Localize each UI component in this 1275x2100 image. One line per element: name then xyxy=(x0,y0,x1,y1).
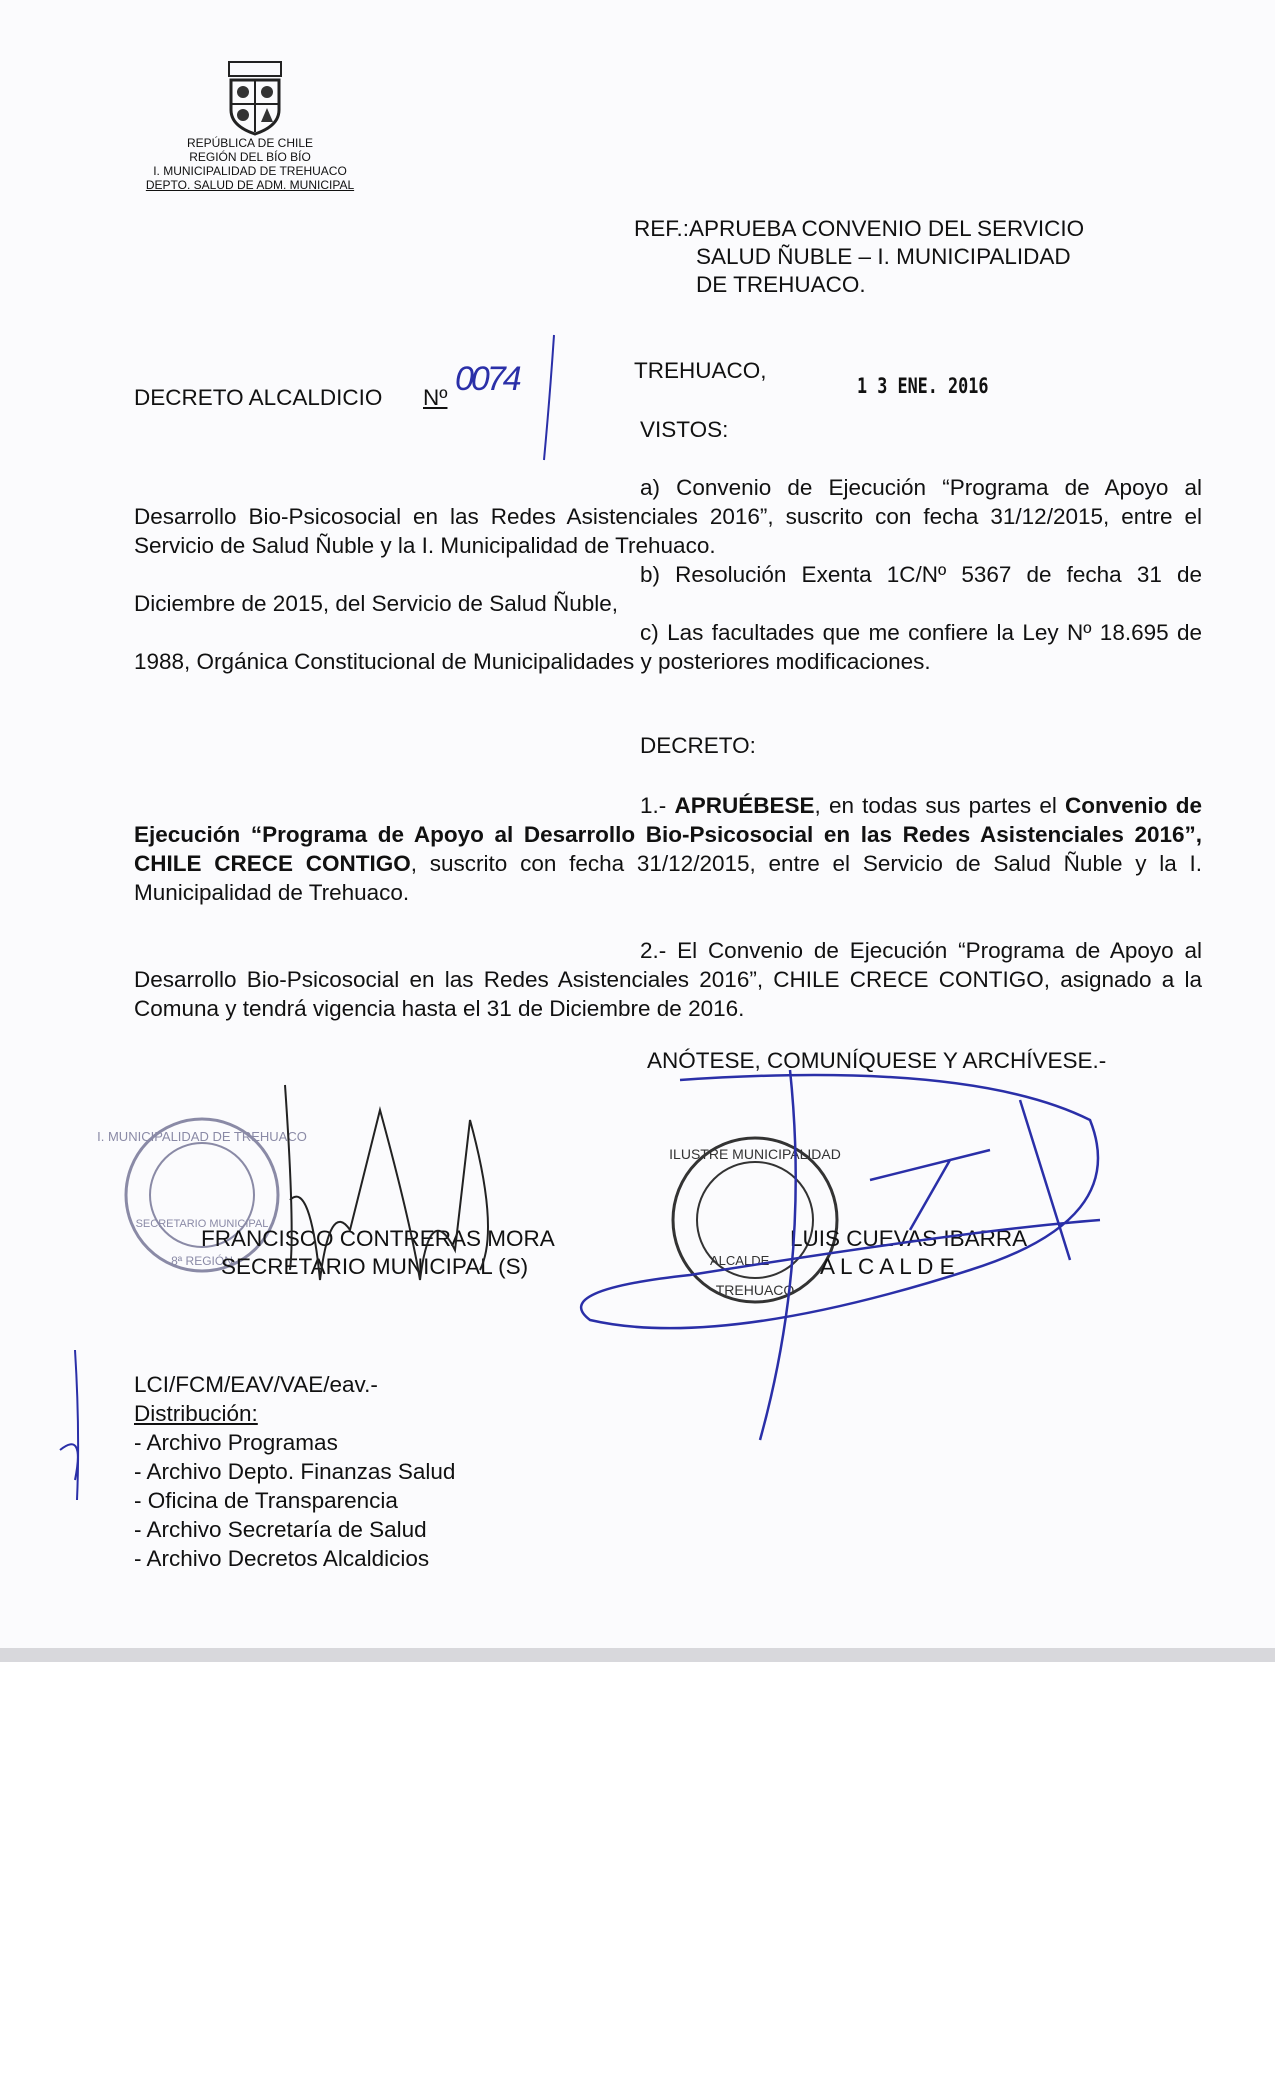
decree-label: DECRETO ALCALDICIO xyxy=(134,385,383,410)
secretary-name: FRANCISCO CONTRERAS MORA xyxy=(201,1226,555,1251)
vistos-item-b: b) Resolución Exenta 1C/Nº 5367 de fecha 31 de Diciembre de 2015, del Servicio de Salud Ñuble, xyxy=(134,562,1202,616)
bold-text: APRUÉBESE xyxy=(674,793,815,818)
decreto-item-1 xyxy=(134,791,1202,907)
ref-line: SALUD ÑUBLE – I. MUNICIPALIDAD xyxy=(696,244,1071,269)
text: , en todas sus partes el xyxy=(814,793,1066,818)
ref-line: DE TREHUACO. xyxy=(696,272,866,297)
vistos-title: VISTOS: xyxy=(640,417,729,442)
stamp-text: SECRETARIO MUNICIPAL xyxy=(135,1218,269,1230)
ref-line: REF.:APRUEBA CONVENIO DEL SERVICIO xyxy=(634,216,1085,241)
header-line: I. MUNICIPALIDAD DE TREHUACO xyxy=(153,164,347,178)
place: TREHUACO, xyxy=(634,358,767,383)
header-line: REPÚBLICA DE CHILE xyxy=(186,136,314,150)
date-stamp: 1 3 ENE. 2016 xyxy=(857,374,989,398)
stamp-text: ALCALDE xyxy=(710,1253,770,1268)
coat-of-arms-logo xyxy=(221,58,289,136)
secretary-signature xyxy=(270,1080,510,1280)
decreto-item-2: 2.- El Convenio de Ejecución “Programa de Apoyo al Desarrollo Bio-Psicosocial en las Redes Asistenciales 2016”, CHILE CRECE CONTIGO, asignado a la Comuna y tendrá vigencia hasta el 31 de Diciembre de 2016. xyxy=(134,938,1202,1021)
header-line: DEPTO. SALUD DE ADM. MUNICIPAL xyxy=(145,178,355,192)
text: , suscrito con fecha 31/12/2015, entre el Servicio de Salud Ñuble y la I. Municipalidad de Trehuaco. xyxy=(134,851,1202,905)
item-number: 1.- xyxy=(640,793,675,818)
vistos-item-a: a) Convenio de Ejecución “Programa de Apoyo al Desarrollo Bio-Psicosocial en las Redes Asistenciales 2016”, suscrito con fecha 31/12/2015, entre el Servicio de Salud Ñuble y la I. Municipalidad de Trehuaco. xyxy=(134,475,1202,558)
closing: ANÓTESE, COMUNÍQUESE Y ARCHÍVESE.- xyxy=(647,1048,1107,1073)
distribution-item: - Archivo Programas xyxy=(134,1430,338,1455)
distribution-title: Distribución: xyxy=(134,1401,258,1426)
header-line: REGIÓN DEL BÍO BÍO xyxy=(189,150,311,164)
distribution-item: - Archivo Depto. Finanzas Salud xyxy=(134,1459,456,1484)
decree-number-prefix: Nº xyxy=(423,385,448,410)
decree-number-handwritten: 0074 xyxy=(455,360,519,398)
footer xyxy=(134,1370,455,1573)
mayor-signature xyxy=(570,1060,1110,1460)
stamp-text: ILUSTRE MUNICIPALIDAD xyxy=(669,1146,841,1162)
decreto-title: DECRETO: xyxy=(640,733,756,758)
stamp-text: TREHUACO xyxy=(715,1282,795,1298)
mayor-title: A L C A L D E xyxy=(820,1254,955,1279)
distribution-item: - Oficina de Transparencia xyxy=(134,1488,398,1513)
distribution-item: - Archivo Decretos Alcaldicios xyxy=(134,1546,430,1571)
secretary-title: SECRETARIO MUNICIPAL (S) xyxy=(221,1254,529,1279)
vistos-item-c: c) Las facultades que me confiere la Ley Nº 18.695 de 1988, Orgánica Constitucional de Municipalidades y posteriores modificaciones. xyxy=(134,620,1202,674)
initials-signature xyxy=(55,1350,95,1510)
pen-stroke xyxy=(540,335,560,465)
initials: LCI/FCM/EAV/VAE/eav.- xyxy=(134,1372,378,1397)
stamp-text: I. MUNICIPALIDAD DE TREHUACO xyxy=(97,1129,307,1144)
scan-edge xyxy=(0,1648,1275,1662)
distribution-item: - Archivo Secretaría de Salud xyxy=(134,1517,427,1542)
stamp-text: 8ª REGIÓN xyxy=(171,1254,233,1268)
mayor-name: LUIS CUEVAS IBARRA xyxy=(790,1226,1028,1251)
bold-text: Convenio de Ejecución “Programa de Apoyo al Desarrollo Bio-Psicosocial en las Redes Asistenciales 2016”, CHILE CRECE CONTIGO xyxy=(134,793,1202,876)
